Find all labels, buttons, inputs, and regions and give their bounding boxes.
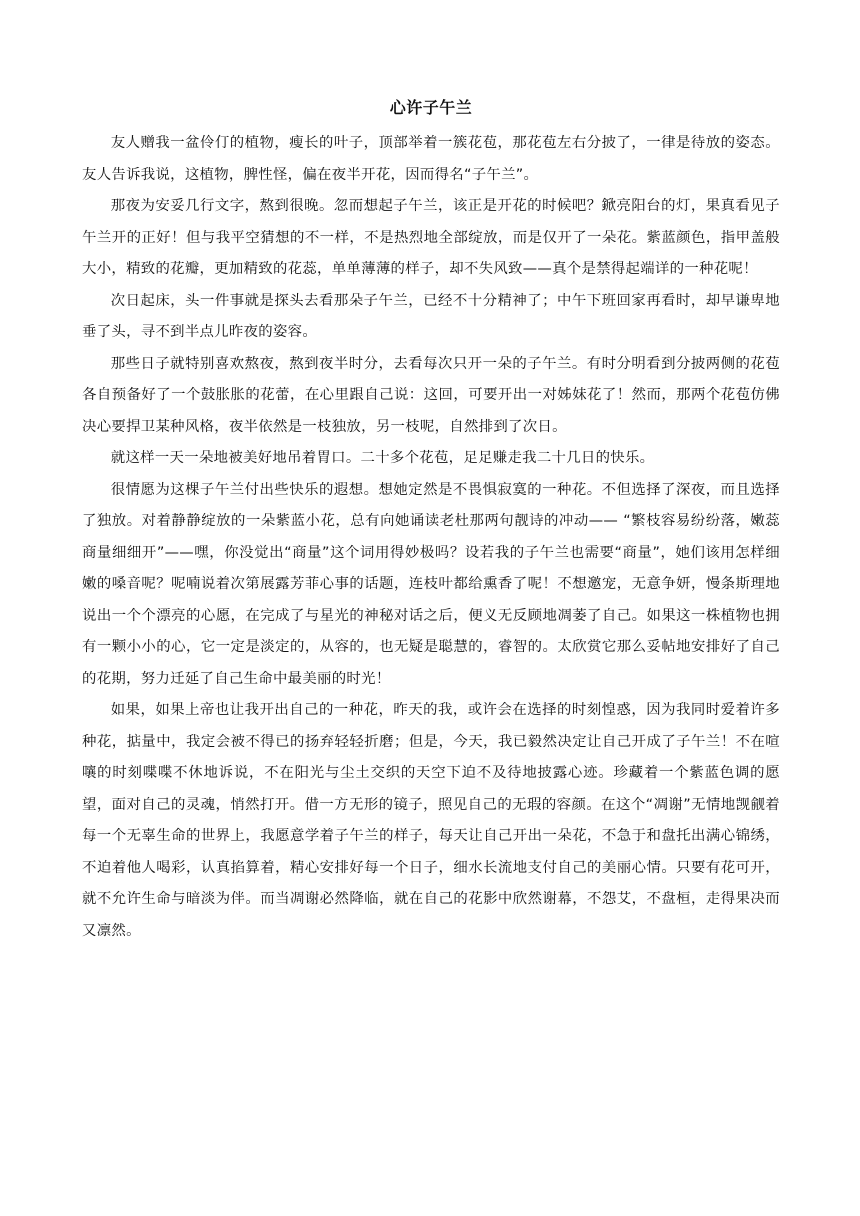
paragraph-6: 很情愿为这棵子午兰付出些快乐的遐想。想她定然是不畏惧寂寞的一种花。不但选择了深夜，而且选择了独放。对着静静绽放的一朵紫蓝小花，总有向她诵读老杜那两句靓诗的冲动—— “繁枝容易纷纷落，嫩蕊商量细细开”——嘿，你没觉出“商量”这个词用得妙极吗？设若我的子午兰也需要“商量”，她们该用怎样细嫩的嗓音呢？呢喃说着次第展露芳菲心事的话题，连枝叶都给熏香了呢！不想邀宠，无意争妍，慢条斯理地说出一个个漂亮的心愿，在完成了与星光的神秘对话之后，便义无反顾地凋萎了自己。如果这一株植物也拥有一颗小小的心，它一定是淡定的，从容的，也无疑是聪慧的，睿智的。太欣赏它那么妥帖地安排好了自己的花期，努力迁延了自己生命中最美丽的时光！ (82, 481, 780, 687)
paragraph-1: 友人赠我一盆伶仃的植物，瘦长的叶子，顶部举着一簇花苞，那花苞左右分披了，一律是待放的姿态。友人告诉我说，这植物，脾性怪，偏在夜半开花，因而得名“子午兰”。 (82, 135, 780, 183)
paragraph-2: 那夜为安妥几行文字，熬到很晚。忽而想起子午兰，该正是开花的时候吧？鍁亮阳台的灯，果真看见子午兰开的正好！但与我平空猜想的不一样，不是热烈地全部绽放，而是仅开了一朵花。紫蓝颜色，指甲盖般大小，精致的花瓣，更加精致的花蕊，单单薄薄的样子，却不失风致——真个是禁得起端详的一种花呢！ (82, 198, 780, 277)
paragraph-3: 次日起床，头一件事就是探头去看那朵子午兰，已经不十分精神了；中午下班回家再看时，却早谦卑地垂了头，寻不到半点儿昨夜的姿容。 (82, 292, 780, 340)
document-page (82, 96, 780, 947)
paragraph-7: 如果，如果上帝也让我开出自己的一种花，昨天的我，或许会在选择的时刻惶惑，因为我同时爱着许多种花，掂量中，我定会被不得已的扬弃轻轻折磨；但是，今天，我已毅然决定让自己开成了子午兰！不在喧嚷的时刻喋喋不休地诉说，不在阳光与尘土交织的天空下迫不及待地披露心迹。珍藏着一个紫蓝色调的愿望，面对自己的灵魂，悄然打开。借一方无形的镜子，照见自己的无瑕的容颜。在这个“凋谢”无情地觊觎着每一个无辜生命的世界上，我愿意学着子午兰的样子，每天让自己开出一朵花，不急于和盘托出满心锦绣，不迫着他人喝彩，认真掐算着，精心安排好每一个日子，细水长流地支付自己的美丽心情。只要有花可开，就不允许生命与暗淡为伴。而当凋谢必然降临，就在自己的花影中欣然谢幕，不怨艾，不盘桓，走得果决而又凛然。 (82, 702, 780, 939)
paragraph-4: 那些日子就特别喜欢熬夜，熬到夜半时分，去看每次只开一朵的子午兰。有时分明看到分披两侧的花苞各自预备好了一个鼓胀胀的花蕾，在心里跟自己说：这回，可要开出一对姊妹花了！然而，那两个花苞仿佛决心要捍卫某种风格，夜半依然是一枝独放，另一枝呢，自然排到了次日。 (82, 355, 780, 435)
document-title: 心许子午兰 (389, 98, 473, 117)
paragraph-5: 就这样一天一朵地被美好地吊着胃口。二十多个花苞，足足赚走我二十几日的快乐。 (110, 450, 655, 466)
